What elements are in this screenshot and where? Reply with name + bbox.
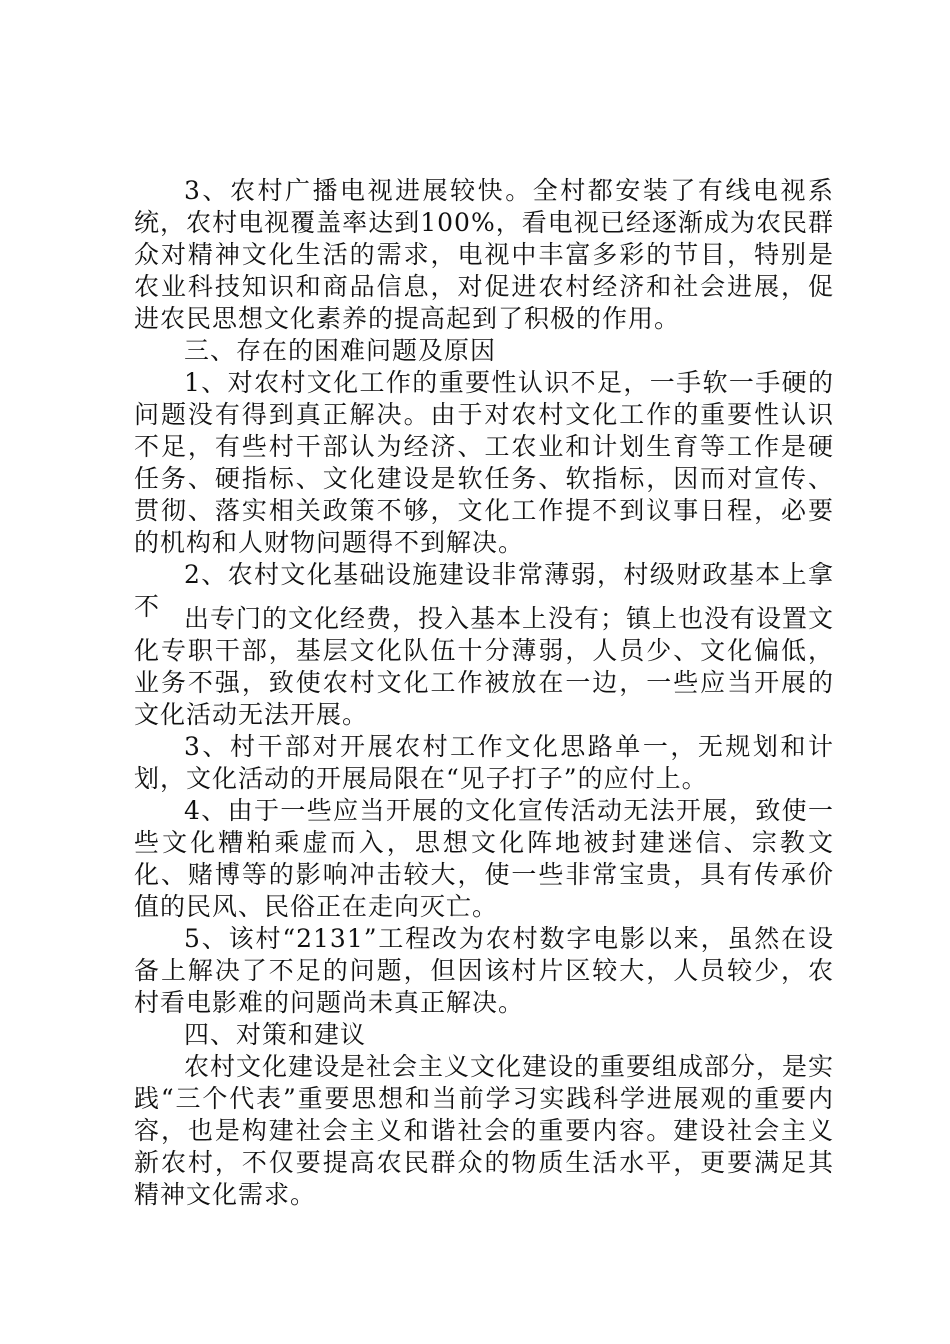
section-heading-suggestions: 四、对策和建议 bbox=[184, 1020, 367, 1049]
paragraph-problem-3: 3、村干部对开展农村工作文化思路单一，无规划和计划，文化活动的开展局限在“见子打子”的应付上。 bbox=[134, 732, 834, 793]
paragraph-suggestion-intro: 农村文化建设是社会主义文化建设的重要组成部分，是实践“三个代表”重要思想和当前学习实践科学进展观的重要内容，也是构建社会主义和谐社会的重要内容。建设社会主义新农村，不仅要提高农民群众的物质生活水平，更要满足其精神文化需求。 bbox=[134, 1052, 835, 1209]
text-block-lower bbox=[134, 603, 834, 1211]
paragraph-problem-5: 5、该村“2131”工程改为农村数字电影以来，虽然在设备上解决了不足的问题，但因该村片区较大，人员较少，农村看电影难的问题尚未真正解决。 bbox=[134, 924, 834, 1017]
paragraph-problem-2-continued: 出专门的文化经费，投入基本上没有；镇上也没有设置文化专职干部，基层文化队伍十分薄弱，人员少、文化偏低，业务不强，致使农村文化工作被放在一边，一些应当开展的文化活动无法开展。 bbox=[134, 604, 835, 729]
paragraph-problem-1: 1、对农村文化工作的重要性认识不足，一手软一手硬的问题没有得到真正解决。由于对农村文化工作的重要性认识不足，有些村干部认为经济、工农业和计划生育等工作是硬任务、硬指标、文化建设是软任务、软指标，因而对宣传、贯彻、落实相关政策不够，文化工作提不到议事日程，必要的机构和人财物问题得不到解决。 bbox=[134, 368, 834, 557]
paragraph-broadcast-tv: 3、农村广播电视进展较快。全村都安装了有线电视系统，农村电视覆盖率达到100%，看电视已经逐渐成为农民群众对精神文化生活的需求，电视中丰富多彩的节目，特别是农业科技知识和商品信息，对促进农村经济和社会进展，促进农民思想文化素养的提高起到了积极的作用。 bbox=[134, 176, 834, 333]
paragraph-problem-2-start: 2、农村文化基础设施建设非常薄弱，村级财政基本上拿不 bbox=[134, 560, 834, 621]
text-block-upper bbox=[134, 175, 834, 623]
paragraph-problem-4: 4、由于一些应当开展的文化宣传活动无法开展，致使一些文化糟粕乘虚而入，思想文化阵地被封建迷信、宗教文化、赌博等的影响冲击较大，使一些非常宝贵，具有传承价值的民风、民俗正在走向灭亡。 bbox=[134, 796, 834, 921]
section-heading-problems: 三、存在的困难问题及原因 bbox=[184, 336, 497, 365]
